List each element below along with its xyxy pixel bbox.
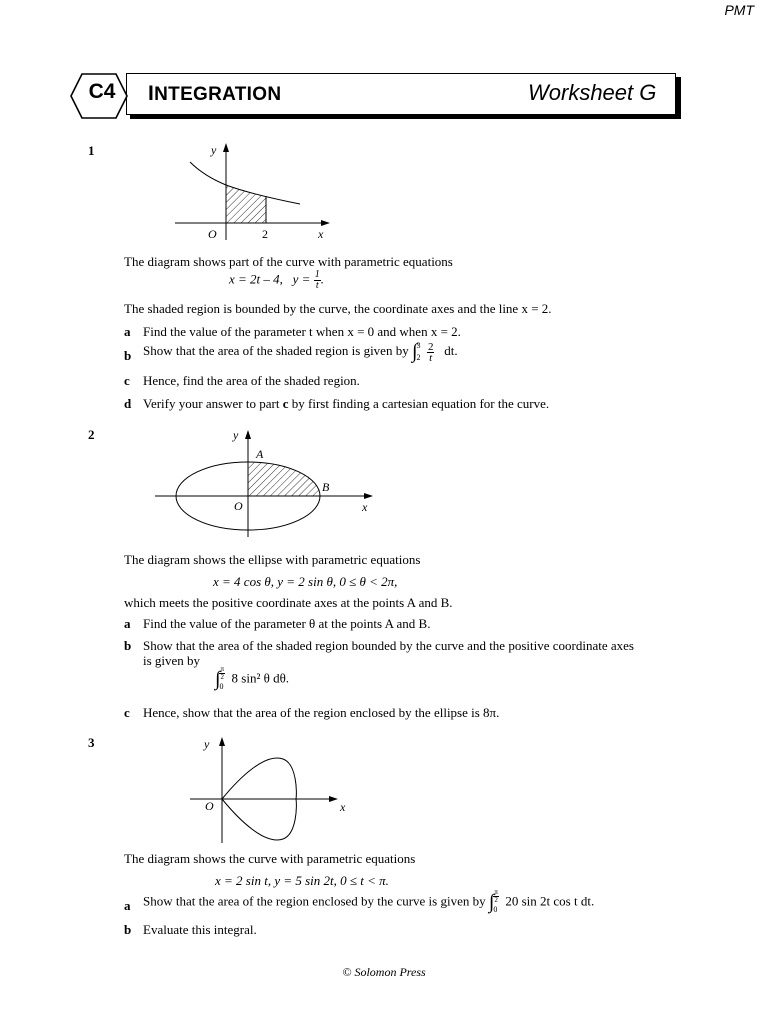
fraction-denominator: t xyxy=(315,280,319,291)
integral-sign: ∫ xyxy=(215,668,221,690)
q2-part-c-text: Hence, show that the area of the region enclosed by the ellipse is 8π. xyxy=(143,705,500,720)
q2-diagram xyxy=(150,425,380,540)
fraction-numerator: 2 xyxy=(427,340,434,353)
q1-eq-y-fraction xyxy=(314,270,321,291)
q1-bounded-text: The shaded region is bounded by the curve, the coordinate axes and the line x = 2. xyxy=(124,301,552,316)
q3-y-axis-label: y xyxy=(204,737,210,751)
header-shadow xyxy=(676,77,681,119)
integral-limits xyxy=(493,889,499,916)
q2-point-a-label: A xyxy=(256,447,264,461)
part-label: d xyxy=(124,396,132,411)
fraction-denominator: 2 xyxy=(220,673,224,681)
q1-equations xyxy=(229,270,324,291)
q1-part-b-differential: dt. xyxy=(444,342,458,358)
integrand-fraction xyxy=(427,342,435,363)
worksheet-title: Worksheet G xyxy=(528,80,657,105)
q1-part-d-ref: c xyxy=(282,396,289,411)
integral-lower-limit: 0 xyxy=(493,905,498,914)
integral-upper-limit xyxy=(219,666,225,681)
q1-diagram xyxy=(170,138,340,243)
part-label: a xyxy=(124,616,131,631)
q3-part-a-prefix: Show that the area of the region enclosed by the curve is given by xyxy=(143,893,486,909)
q2-meets-text: which meets the positive coordinate axes at the points A and B. xyxy=(124,595,453,610)
integral-limits xyxy=(416,340,420,364)
part-label: b xyxy=(124,638,132,653)
q3-x-axis-label: x xyxy=(340,800,346,814)
part-label: b xyxy=(124,922,132,937)
unit-title-initial: I xyxy=(148,82,155,105)
q1-part-d-after: by first finding a cartesian equation for the curve. xyxy=(291,396,550,411)
q1-part-d-before: Verify your answer to part xyxy=(143,396,280,411)
integral-upper-limit xyxy=(493,889,499,904)
part-label: b xyxy=(124,348,132,363)
fraction-numerator: 1 xyxy=(314,269,320,280)
q3-intro: The diagram shows the curve with parametric equations xyxy=(124,851,416,866)
footer-copyright: © Solomon Press xyxy=(342,965,426,979)
fraction-denominator: t xyxy=(429,351,433,364)
q1-origin-label: O xyxy=(208,227,217,241)
header-shadow xyxy=(130,115,681,119)
integral-upper-limit: 3 xyxy=(416,341,421,350)
q2-part-b-line2: is given by xyxy=(143,653,201,668)
integral-limits xyxy=(219,666,225,693)
q3-equations: x = 2 sin t, y = 5 sin 2t, 0 ≤ t < π. xyxy=(215,873,389,888)
q1-part-c-text: Hence, find the area of the shaded region. xyxy=(143,373,360,388)
integral-lower-limit: 0 xyxy=(219,682,224,691)
q3-part-a-integrand: 20 sin 2t cos t dt. xyxy=(505,893,595,909)
fraction-numerator: π xyxy=(220,665,225,673)
unit-title xyxy=(148,82,281,106)
q3-part-a-text xyxy=(143,889,594,916)
q2-part-b-integrand: 8 sin² θ dθ. xyxy=(231,670,290,686)
part-label: a xyxy=(124,324,131,339)
q2-part-b-integral xyxy=(215,666,289,693)
fraction-denominator: 2 xyxy=(494,896,498,904)
question-number: 1 xyxy=(88,143,95,158)
q2-part-b-line1: Show that the area of the shaded region bounded by the curve and the positive coordinate axes xyxy=(143,638,634,653)
q1-intro: The diagram shows part of the curve with parametric equations xyxy=(124,254,453,269)
unit-code: C4 xyxy=(88,80,116,103)
q1-part-b-prefix: Show that the area of the shaded region is given by xyxy=(143,342,409,358)
q1-x-axis-label: x xyxy=(318,227,324,241)
corner-tag: PMT xyxy=(724,2,754,18)
q1-eq-y-lhs: y = xyxy=(292,271,311,287)
q2-part-a-text: Find the value of the parameter θ at the points A and B. xyxy=(143,616,431,631)
question-number: 2 xyxy=(88,427,95,442)
q3-diagram xyxy=(185,733,355,848)
integral-sign: ∫ xyxy=(488,891,495,913)
q1-eq-x: x = 2t – 4, xyxy=(229,271,283,287)
q2-y-axis-label: y xyxy=(233,428,239,442)
q1-part-a-text: Find the value of the parameter t when x = 0 and when x = 2. xyxy=(143,324,461,339)
q1-part-d-text xyxy=(143,396,549,412)
part-label: a xyxy=(124,898,131,913)
q1-eq-end: . xyxy=(320,271,324,287)
q3-part-b-text: Evaluate this integral. xyxy=(143,922,257,937)
q2-intro: The diagram shows the ellipse with parametric equations xyxy=(124,552,421,567)
fraction-numerator: π xyxy=(494,888,498,896)
integral-lower-limit: 2 xyxy=(416,353,421,362)
integral-sign: ∫ xyxy=(411,340,418,363)
part-label: c xyxy=(124,373,130,388)
q1-tick-label: 2 xyxy=(262,227,268,241)
q1-part-b-text xyxy=(143,340,458,364)
q2-equations: x = 4 cos θ, y = 2 sin θ, 0 ≤ θ < 2π, xyxy=(213,574,398,589)
q2-x-axis-label: x xyxy=(362,500,368,514)
q1-y-axis-label: y xyxy=(211,143,217,157)
question-number: 3 xyxy=(88,735,95,750)
q2-origin-label: O xyxy=(234,499,243,513)
unit-title-rest: NTEGRATION xyxy=(154,84,282,105)
q2-point-b-label: B xyxy=(322,480,330,494)
q3-origin-label: O xyxy=(205,799,214,813)
part-label: c xyxy=(124,705,130,720)
